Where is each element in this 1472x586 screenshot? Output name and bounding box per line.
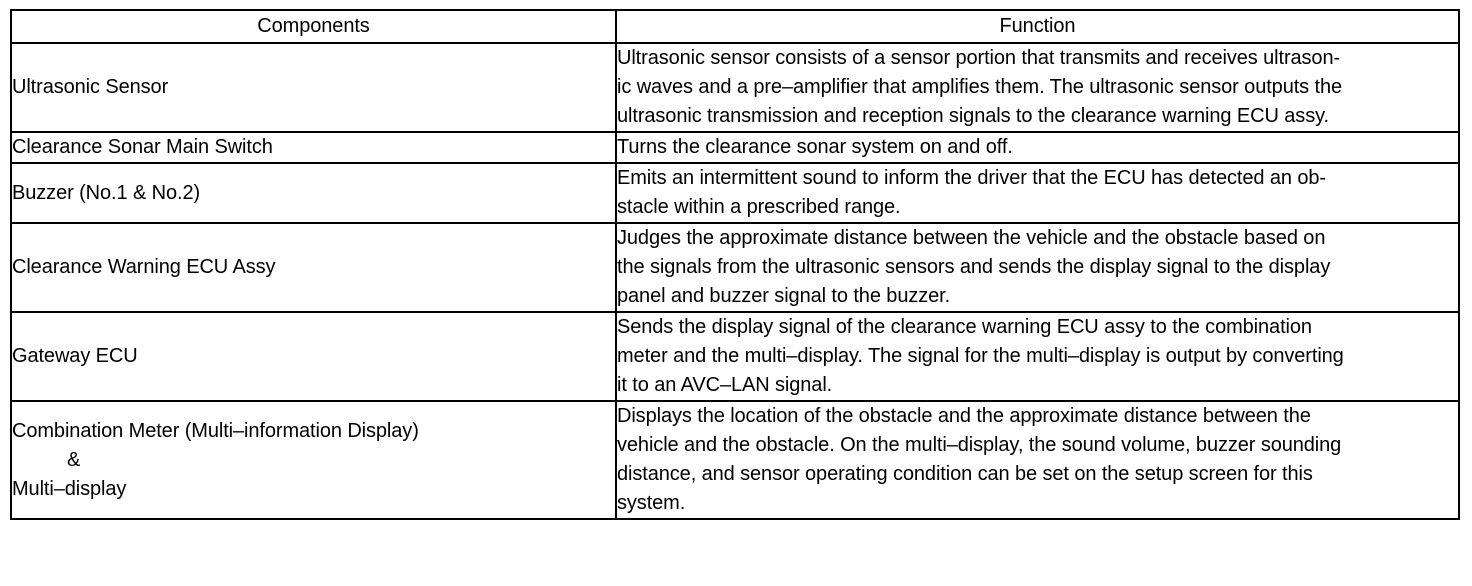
component-cell xyxy=(11,223,616,312)
component-cell xyxy=(11,401,616,519)
function-cell xyxy=(616,132,1459,163)
function-cell xyxy=(616,312,1459,401)
function-cell xyxy=(616,163,1459,223)
function-cell xyxy=(616,401,1459,519)
function-cell xyxy=(616,43,1459,132)
component-name: Gateway ECU xyxy=(12,345,138,367)
function-line: Displays the location of the obstacle and the approximate distance between the xyxy=(617,405,1311,427)
function-line: distance, and sensor operating condition can be set on the setup screen for this xyxy=(617,463,1313,485)
table-row xyxy=(11,132,1459,163)
table-row xyxy=(11,312,1459,401)
table-row xyxy=(11,401,1459,519)
header-function: Function xyxy=(616,10,1459,43)
component-cell xyxy=(11,43,616,132)
table-row xyxy=(11,163,1459,223)
components-function-table xyxy=(10,9,1460,520)
component-name: Clearance Sonar Main Switch xyxy=(12,136,273,158)
function-cell xyxy=(616,223,1459,312)
function-line: vehicle and the obstacle. On the multi–display, the sound volume, buzzer sounding xyxy=(617,434,1342,456)
function-line: stacle within a prescribed range. xyxy=(617,196,901,218)
function-line: the signals from the ultrasonic sensors and sends the display signal to the display xyxy=(617,256,1331,278)
header-components: Components xyxy=(11,10,616,43)
function-line: Sends the display signal of the clearance warning ECU assy to the combination xyxy=(617,316,1312,338)
component-name: Ultrasonic Sensor xyxy=(12,76,169,98)
function-line: it to an AVC–LAN signal. xyxy=(617,374,833,396)
component-cell xyxy=(11,132,616,163)
component-cell xyxy=(11,163,616,223)
function-line: system. xyxy=(617,492,686,514)
function-line: ultrasonic transmission and reception signals to the clearance warning ECU assy. xyxy=(617,105,1329,127)
function-line: Turns the clearance sonar system on and off. xyxy=(617,136,1013,158)
table-row xyxy=(11,43,1459,132)
function-line: ic waves and a pre–amplifier that amplifies them. The ultrasonic sensor outputs the xyxy=(617,76,1343,98)
function-line: Judges the approximate distance between the vehicle and the obstacle based on xyxy=(617,227,1326,249)
table-row xyxy=(11,223,1459,312)
function-line: meter and the multi–display. The signal for the multi–display is output by converting xyxy=(617,345,1344,367)
function-line: panel and buzzer signal to the buzzer. xyxy=(617,285,951,307)
component-name: Combination Meter (Multi–information Display) xyxy=(12,419,419,442)
function-line: Ultrasonic sensor consists of a sensor portion that transmits and receives ultrason- xyxy=(617,47,1341,69)
component-name: Buzzer (No.1 & No.2) xyxy=(12,181,201,204)
component-cell xyxy=(11,312,616,401)
component-name: Multi–display xyxy=(12,477,127,500)
header-row xyxy=(11,10,1459,43)
component-name: Clearance Warning ECU Assy xyxy=(12,256,276,278)
component-ampersand: & xyxy=(67,448,81,471)
function-line: Emits an intermittent sound to inform the driver that the ECU has detected an ob- xyxy=(617,167,1326,189)
